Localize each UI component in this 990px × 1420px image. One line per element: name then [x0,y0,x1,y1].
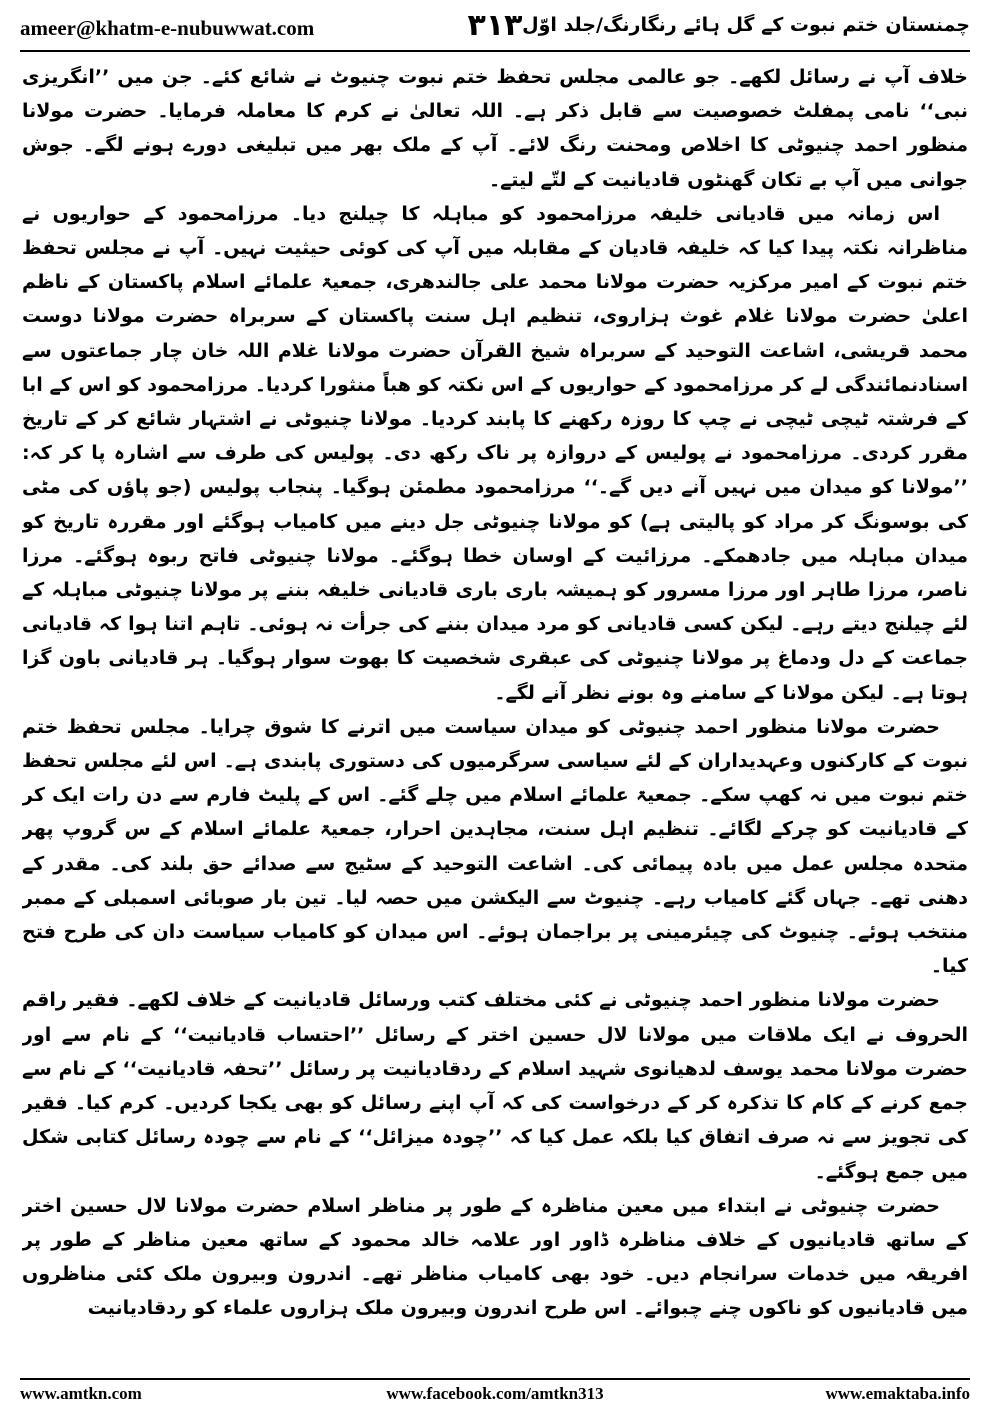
paragraph: حضرت مولانا منظور احمد چنیوٹی کو میدان سیاست میں اترنے کا شوق چرایا۔ مجلس تحفظ ختم نبوت کے کارکنوں وعہدیداران کے لئے سیاسی سرگرمیوں کی دستوری پابندی ہے۔ اس لئے مجلس تحفظ ختم نبوت میں نہ کھپ سکے۔ جمعیۃ علمائے اسلام میں چلے گئے۔ اس کے پلیٹ فارم سے دن رات ایک کر کے قادیانیت کو چرکے لگائے۔ تنظیم اہل سنت، مجاہدین احرار، جمعیۃ علمائے اسلام کے س گروپ پھر متحدہ مجلس عمل میں بادہ پیمائی کی۔ اشاعت التوحید کے سٹیج سے صدائے حق بلند کی۔ مقدر کے دھنی تھے۔ جہاں گئے کامیاب رہے۔ چنیوٹ سے الیکشن میں حصہ لیا۔ تین بار صوبائی اسمبلی کے ممبر منتخب ہوئے۔ چنیوٹ کی چیئرمینی پر براجمان ہوئے۔ اس میدان کو کامیاب سیاست دان کی طرح فتح کیا۔ [22,715,968,978]
header-divider [20,50,970,52]
page-header [20,8,970,48]
book-title: چمنستان ختم نبوت کے گل ہائے رنگارنگ/جلد اوّل [522,14,970,36]
paragraph: حضرت چنیوٹی نے ابتداء میں معین مناظرہ کے طور پر مناظر اسلام حضرت مولانا لال حسین اختر کے ساتھ قادیانیوں کے خلاف مناظرہ ڈاور اور علامہ خالد محمود کے ساتھ معین مناظر کے طور پر افریقہ میں خدمات سرانجام دیں۔ خود بھی کامیاب مناظر تھے۔ اندرون وبیرون ملک کئی مناظروں میں قادیانیوں کو ناکوں چنے چبوائے۔ اس طرح اندرون وبیرون ملک ہزاروں علماء کو ردقادیانیت [22,1194,968,1320]
page-number: ۳۱۳ [467,8,523,43]
footer-link-emaktaba[interactable]: www.emaktaba.info [825,1384,970,1403]
paragraph: اس زمانہ میں قادیانی خلیفہ مرزامحمود کو مباہلہ کا چیلنج دیا۔ مرزامحمود کے حواریوں نے مناظرانہ نکتہ پیدا کیا کہ خلیفہ قادیان کے مقابلہ میں آپ کی کوئی حیثیت نہیں۔ آپ نے مجلس تحفظ ختم نبوت کے امیر مرکزیہ حضرت مولانا محمد علی جالندھری، جمعیۃ علمائے اسلام پاکستان کے ناظم اعلیٰ حضرت مولانا غلام غوث ہزاروی، تنظیم اہل سنت پاکستان کے سربراہ حضرت مولانا دوست محمد قریشی، اشاعت التوحید کے سربراہ شیخ القرآن حضرت مولانا غلام اللہ خان چار جماعتوں سے اسنادنمائندگی لے کر مرزامحمود کے حواریوں کے اس نکتہ کو ھباً منثورا کردیا۔ مرزامحمود کو اس کے ابا کے فرشتہ ٹیچی ٹیچی نے چپ کا روزہ رکھنے کا پابند کردیا۔ مولانا چنیوٹی نے اشتہار شائع کر کے تاریخ مقرر کردی۔ مرزامحمود نے پولیس کے دروازہ پر ناک رکھ دی۔ پولیس کی طرف سے اشارہ پا کر کہ: ’’مولانا کو میدان میں نہیں آنے دیں گے۔‘‘ مرزامحمود مطمئن ہوگیا۔ پنجاب پولیس (جو پاؤں کی مٹی کی بوسونگ کر مراد کو پالیتی ہے) کو مولانا چنیوٹی جل دینے میں کامیاب ہوگئے اور مقررہ تاریخ کو میدان مباہلہ میں جادھمکے۔ مرزائیت کے اوسان خطا ہوگئے۔ مولانا چنیوٹی فاتح ربوہ ہوگئے۔ مرزا ناصر، مرزا طاہر اور مرزا مسرور کو ہمیشہ باری باری قادیانی خلیفہ بننے پر مولانا چنیوٹی مباہلہ کے لئے چیلنج دیتے رہے۔ لیکن کسی قادیانی کو مرد میدان بننے کی جرأت نہ ہوئی۔ تاہم اتنا ہوا کہ قادیانی جماعت کے دل ودماغ پر مولانا چنیوٹی کی عبقری شخصیت کا بھوت سوار ہوگیا۔ ہر قادیانی باون گزا ہوتا ہے۔ لیکن مولانا کے سامنے وہ بونے نظر آنے لگے۔ [22,202,968,704]
footer-link-amtkn[interactable]: www.amtkn.com [20,1384,142,1403]
paragraph: خلاف آپ نے رسائل لکھے۔ جو عالمی مجلس تحفظ ختم نبوت چنیوٹ نے شائع کئے۔ جن میں ’’انگریزی نبی‘‘ نامی پمفلٹ خصوصیت سے قابل ذکر ہے۔ اللہ تعالیٰ نے کرم کا معاملہ فرمایا۔ حضرت مولانا منظور احمد چنیوٹی کا اخلاص ومحنت رنگ لائے۔ آپ کے ملک بھر میں تبلیغی دورے ہونے لگے۔ جوش جوانی میں آپ بے تکان گھنٹوں قادیانیت کے لتّے لیتے۔ [22,66,968,191]
paragraph: حضرت مولانا منظور احمد چنیوٹی نے کئی مختلف کتب ورسائل قادیانیت کے خلاف لکھے۔ فقیر راقم الحروف نے ایک ملاقات میں مولانا لال حسین اختر کے رسائل ’’احتساب قادیانیت‘‘ کے نام سے اور حضرت مولانا محمد یوسف لدھیانوی شہید اسلام کے ردقادیانیت پر رسائل ’’تحفہ قادیانیت‘‘ کے نام سے جمع کرنے کے کام کا تذکرہ کر کے درخواست کی کہ آپ اپنے رسائل کو بھی یکجا کردیں۔ کرم کیا۔ فقیر کی تجویز سے نہ صرف اتفاق کیا بلکہ عمل کیا کہ ’’چودہ میزائل‘‘ کے نام سے چودہ رسائل کتابی شکل میں جمع ہوگئے۔ [22,989,968,1183]
page-body [22,60,968,1365]
footer-divider [20,1378,970,1380]
header-email: ameer@khatm-e-nubuwwat.com [20,16,315,40]
page-footer [20,1384,970,1414]
footer-link-facebook[interactable]: www.facebook.com/amtkn313 [386,1384,604,1403]
